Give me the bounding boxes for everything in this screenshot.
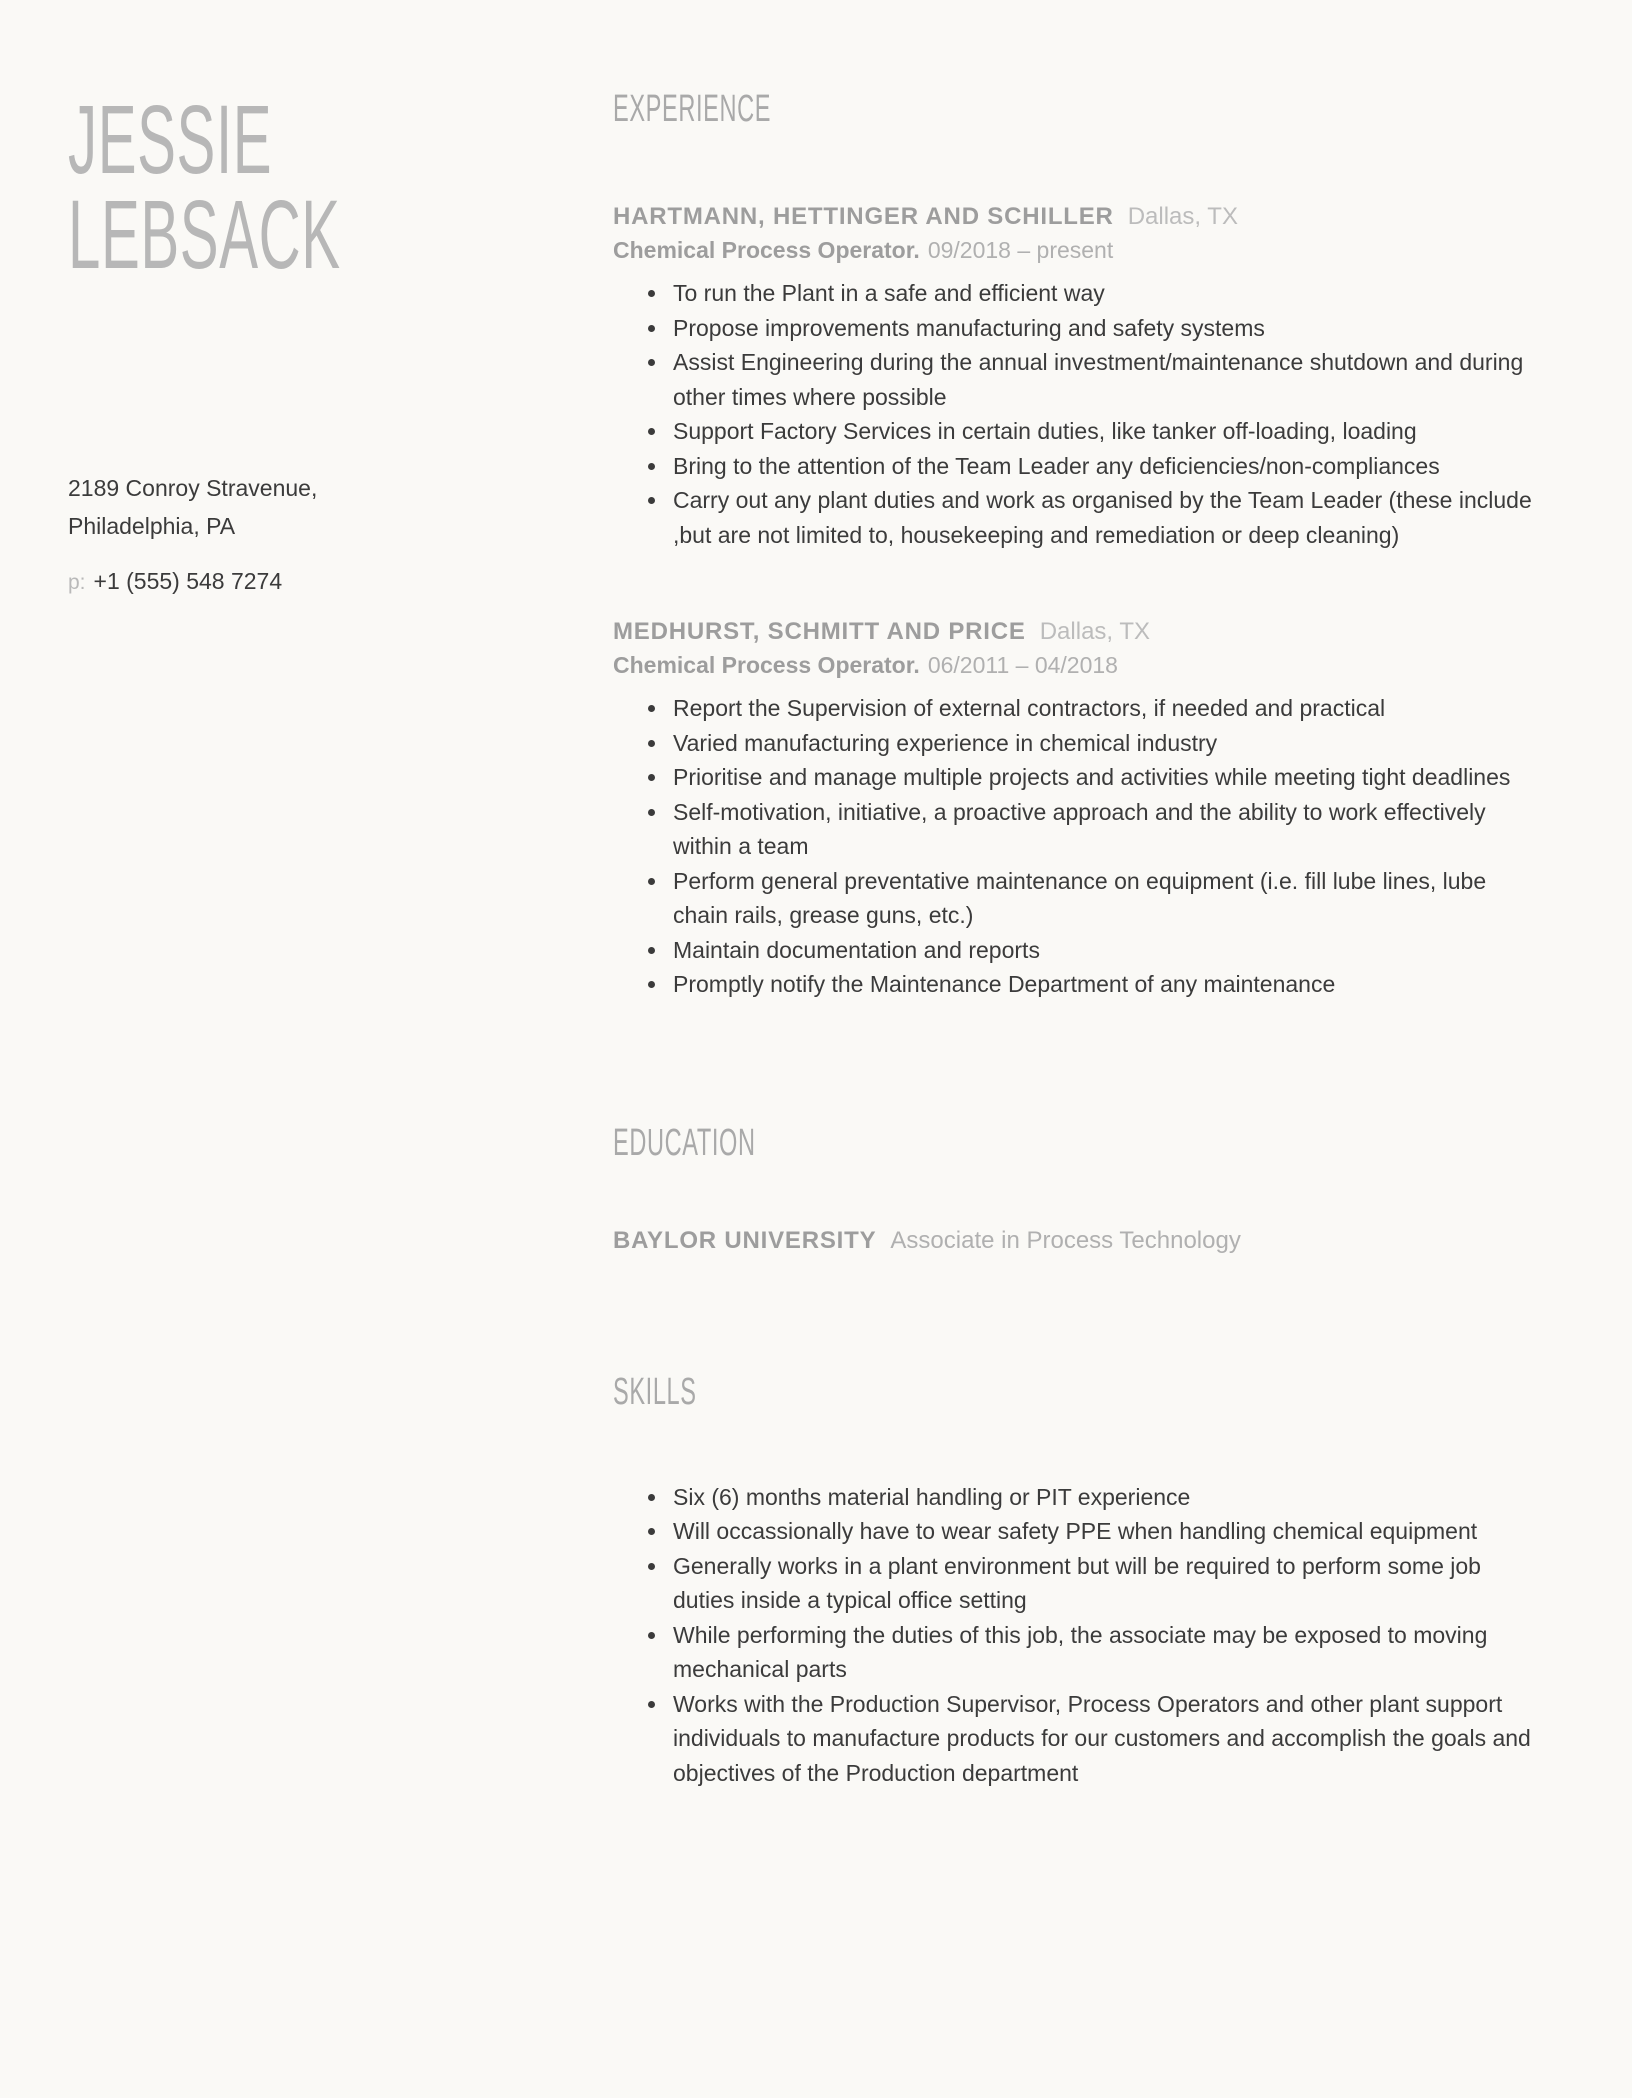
- job-bullet: • Varied manufacturing experience in chemical industry: [669, 726, 1537, 761]
- education-entry: [613, 1227, 1537, 1255]
- skill-bullet: • Six (6) months material handling or PIT experience: [669, 1480, 1537, 1515]
- education-title: EDUCATION: [613, 1121, 756, 1164]
- job-bullet: • Self-motivation, initiative, a proactive approach and the ability to work effectively within a team: [669, 795, 1537, 864]
- company-name: HARTMANN, HETTINGER AND SCHILLER: [613, 203, 1114, 230]
- job-role: Chemical Process Operator.: [613, 652, 920, 678]
- degree-name: Associate in Process Technology: [890, 1226, 1241, 1254]
- job-location: Dallas, TX: [1127, 203, 1238, 230]
- job-bullet: • Carry out any plant duties and work as organised by the Team Leader (these include ,but are not limited to, housekeeping and remediation or deep cleaning): [669, 483, 1537, 552]
- role-line: [613, 237, 1537, 264]
- job-header: [613, 618, 1537, 646]
- job-location: Dallas, TX: [1039, 618, 1150, 645]
- phone-number: +1 (555) 548 7274: [93, 567, 283, 594]
- job-bullets: [613, 691, 1537, 1002]
- job-dates: 09/2018 – present: [927, 237, 1114, 263]
- phone-label: p:: [68, 570, 86, 594]
- address-line-2: Philadelphia, PA: [68, 513, 236, 540]
- contact-phone: [68, 568, 573, 595]
- experience-title: EXPERIENCE: [613, 88, 772, 130]
- right-column: [613, 0, 1632, 2098]
- skills-title: SKILLS: [613, 1370, 697, 1413]
- job-bullet: • Perform general preventative maintenance on equipment (i.e. fill lube lines, lube chain rails, grease guns, etc.): [669, 864, 1537, 933]
- job-role: Chemical Process Operator.: [613, 237, 920, 263]
- name-first: JESSIE: [68, 85, 273, 194]
- skill-bullet: • While performing the duties of this job, the associate may be exposed to moving mechanical parts: [669, 1618, 1537, 1687]
- job-entry: [613, 618, 1537, 1002]
- job-bullets: [613, 276, 1537, 552]
- candidate-name: [68, 85, 573, 290]
- job-bullet: • Maintain documentation and reports: [669, 933, 1537, 968]
- section-skills: [613, 1371, 1537, 1791]
- job-bullet: • Report the Supervision of external contractors, if needed and practical: [669, 691, 1537, 726]
- skills-bullets: [613, 1480, 1537, 1791]
- job-bullet: • Promptly notify the Maintenance Department of any maintenance: [669, 967, 1537, 1002]
- section-experience: [613, 88, 1537, 1002]
- job-header: [613, 203, 1537, 231]
- job-entry: [613, 203, 1537, 552]
- company-name: MEDHURST, SCHMITT AND PRICE: [613, 618, 1026, 645]
- name-last: LEBSACK: [68, 180, 341, 290]
- job-bullet: • Prioritise and manage multiple projects and activities while meeting tight deadlines: [669, 760, 1537, 795]
- job-bullet: • Propose improvements manufacturing and safety systems: [669, 311, 1537, 346]
- school-name: BAYLOR UNIVERSITY: [613, 1226, 877, 1254]
- skill-bullet: • Generally works in a plant environment but will be required to perform some job duties inside a typical office setting: [669, 1549, 1537, 1618]
- contact-address: [68, 470, 573, 546]
- job-bullet: • Bring to the attention of the Team Leader any deficiencies/non-compliances: [669, 449, 1537, 484]
- skill-bullet: • Will occassionally have to wear safety PPE when handling chemical equipment: [669, 1514, 1537, 1549]
- job-bullet: • Support Factory Services in certain duties, like tanker off-loading, loading: [669, 414, 1537, 449]
- address-line-1: 2189 Conroy Stravenue,: [68, 475, 318, 502]
- role-line: [613, 652, 1537, 679]
- job-dates: 06/2011 – 04/2018: [927, 652, 1118, 678]
- job-bullet: • Assist Engineering during the annual investment/maintenance shutdown and during other times where possible: [669, 345, 1537, 414]
- left-column: [0, 0, 613, 2098]
- section-education: [613, 1122, 1537, 1255]
- skill-bullet: • Works with the Production Supervisor, Process Operators and other plant support individuals to manufacture products for our customers and accomplish the goals and objectives of the Production department: [669, 1687, 1537, 1791]
- job-bullet: • To run the Plant in a safe and efficient way: [669, 276, 1537, 311]
